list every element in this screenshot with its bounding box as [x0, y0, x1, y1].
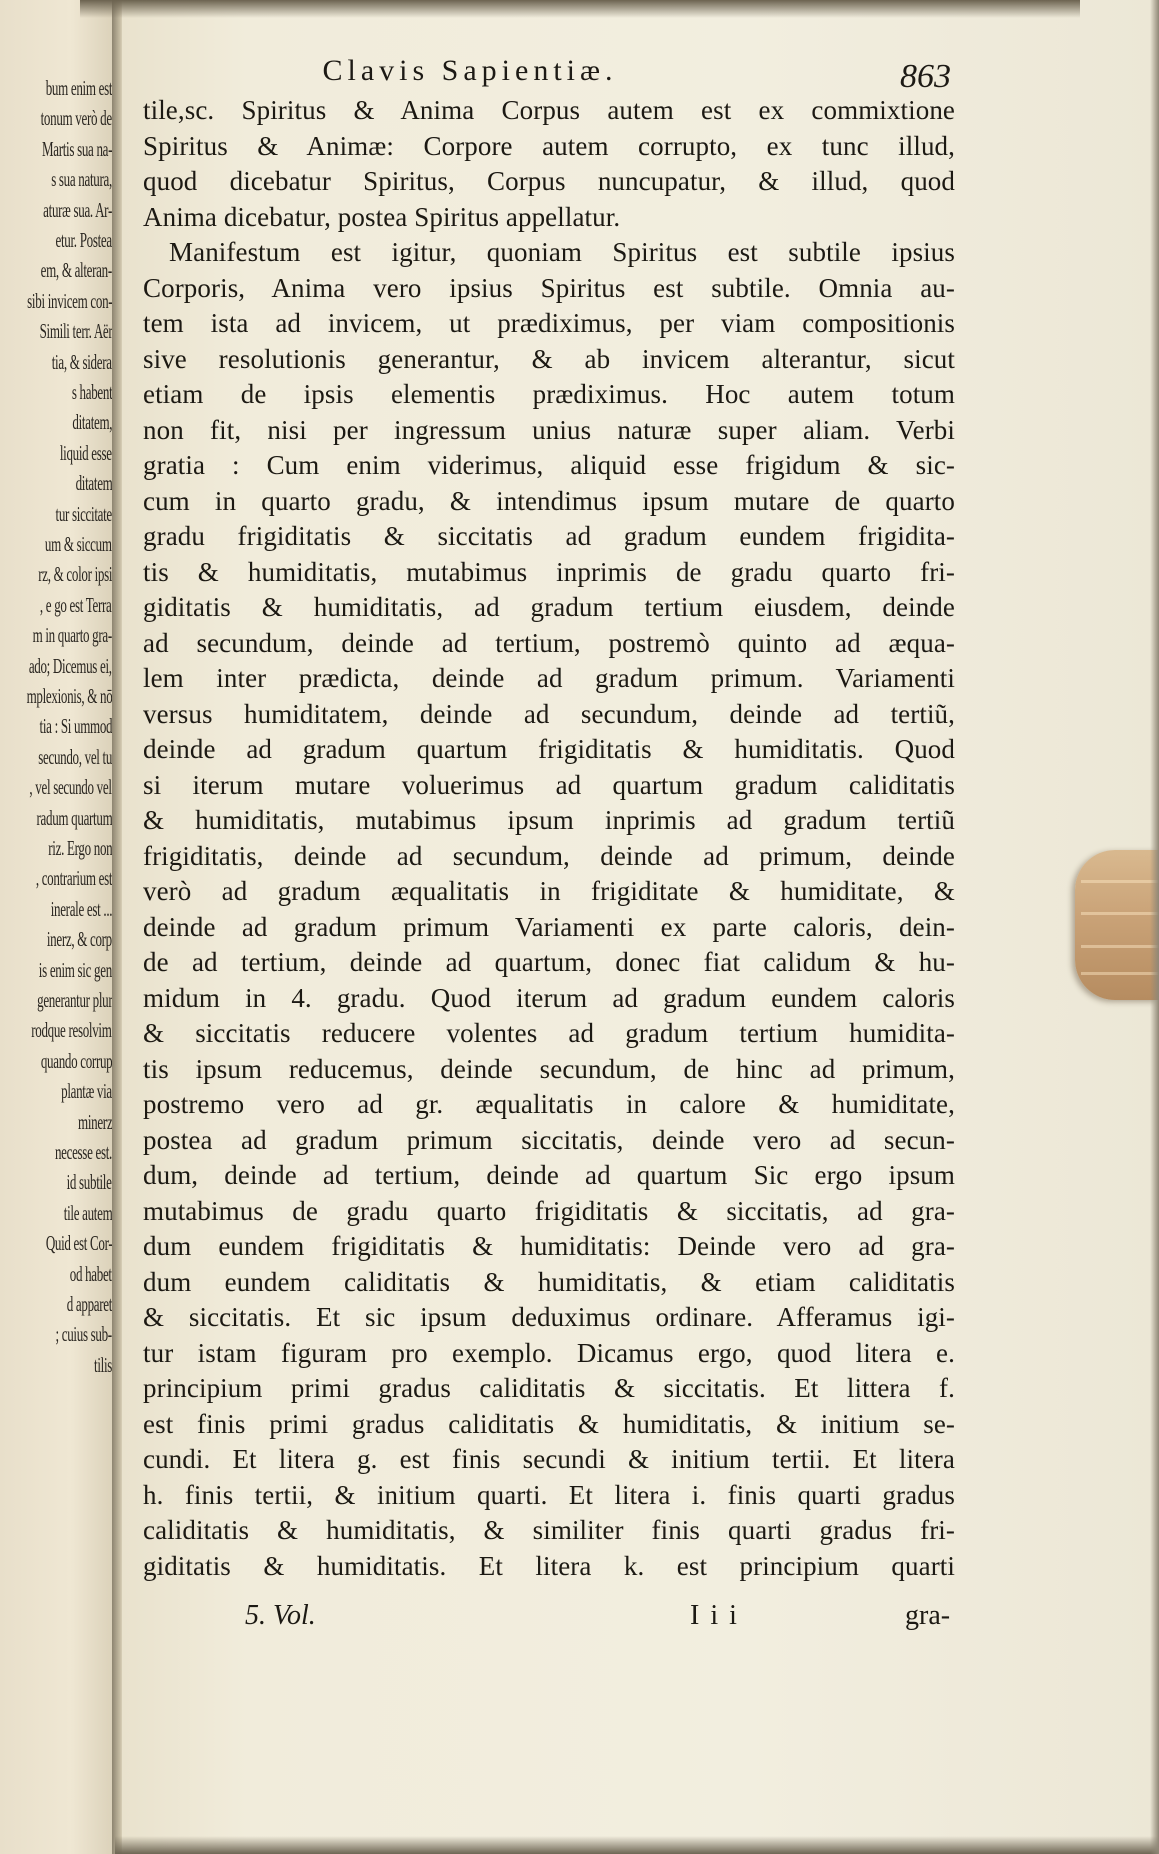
page-number: 863	[900, 58, 951, 95]
catchword: gra-	[905, 1600, 951, 1631]
facing-page-line: secundo, vel tu	[38, 744, 112, 769]
facing-page-line: rz, & color ipsi	[38, 562, 112, 587]
facing-page-line: aturæ sua. Ar-	[43, 197, 112, 222]
text-line: de ad tertium, deinde ad quartum, donec fiat calidum & hu-	[143, 947, 955, 977]
facing-page-line: Quid est Cor-	[45, 1231, 112, 1256]
text-line: Corporis, Anima vero ipsius Spiritus est subtile. Omnia au-	[143, 272, 955, 303]
facing-page-line: liquid esse	[60, 440, 112, 465]
text-line: est finis primi gradus caliditatis & humiditatis, & initium se-	[143, 1408, 955, 1439]
text-line: lem inter prædicta, deinde ad gradum primum. Variamenti	[143, 663, 955, 693]
bookmark-slip	[1075, 850, 1159, 1000]
text-line: si iterum mutare voluerimus ad quartum gradum caliditatis	[143, 769, 955, 800]
facing-page-line: etur. Postea	[55, 228, 112, 252]
text-line: h. finis tertii, & initium quarti. Et litera i. finis quarti gradus	[143, 1479, 955, 1510]
facing-page-line: s sua natura,	[51, 167, 112, 192]
facing-page-line: quando corrup	[40, 1048, 112, 1073]
facing-page-line: inerz, & corp	[46, 927, 112, 952]
text-line: Manifestum est igitur, quoniam Spiritus est subtile ipsius	[169, 237, 955, 267]
text-line: gradu frigiditatis & siccitatis ad gradum eundem frigidita-	[143, 521, 955, 551]
facing-page-line: ditatem	[75, 471, 112, 496]
facing-page-line: tur siccitate	[55, 501, 112, 526]
facing-page-line: is enim sic gen	[38, 957, 112, 982]
text-line: Anima dicebatur, postea Spiritus appellatur.	[143, 201, 621, 232]
text-line: tis & humiditatis, mutabimus inprimis de gradu quarto fri-	[143, 556, 955, 587]
facing-page-line: ; cuius sub-	[55, 1322, 112, 1347]
facing-page-line: riz. Ergo non	[47, 836, 112, 860]
facing-page-line: s habent	[71, 380, 112, 404]
text-line: Spiritus & Animæ: Corpore autem corrupto, ex tunc illud,	[143, 130, 955, 161]
facing-page-line: sibi invicem con-	[26, 288, 112, 313]
text-line: dum eundem caliditatis & humiditatis, & etiam caliditatis	[143, 1266, 955, 1297]
text-line: tis ipsum reducemus, deinde secundum, de hinc ad primum,	[143, 1053, 955, 1084]
text-line: dum eundem frigiditatis & humiditatis: Deinde vero ad gra-	[143, 1231, 955, 1261]
body-text	[143, 93, 955, 1584]
text-line: giditatis & humiditatis, ad gradum tertium eiusdem, deinde	[143, 592, 955, 622]
text-line: non fit, nisi per ingressum unius naturæ super aliam. Verbi	[143, 414, 955, 445]
facing-page-line: tia : Si ummod	[39, 714, 112, 739]
facing-page-line: mplexionis, & nō	[26, 684, 112, 708]
facing-page-line: , e go est Terra	[40, 592, 112, 617]
text-line: etiam de ipsis elementis prædiximus. Hoc autem totum	[143, 379, 955, 409]
facing-page-line: Martis sua na-	[41, 136, 112, 161]
top-edge-shadow	[80, 0, 1080, 18]
text-line: tile,sc. Spiritus & Anima Corpus autem est ex commixtione	[143, 95, 955, 125]
running-head: Clavis Sapientiæ.	[322, 54, 618, 87]
text-line: versus humiditatem, deinde ad secundum, deinde ad tertiũ,	[143, 698, 955, 729]
text-line: quod dicebatur Spiritus, Corpus nuncupatur, & illud, quod	[143, 166, 955, 196]
facing-page-line: um & siccum	[45, 532, 112, 556]
text-line: cum in quarto gradu, & intendimus ipsum mutare de quarto	[143, 485, 955, 516]
facing-page-line: d apparet	[66, 1292, 112, 1316]
facing-page-fragment	[0, 0, 118, 1854]
facing-page-line: id subtile	[66, 1170, 112, 1195]
bottom-edge-shadow	[115, 1836, 1159, 1854]
text-line: & siccitatis reducere volentes ad gradum tertium humidita-	[143, 1018, 955, 1048]
text-line: giditatis & humiditatis. Et litera k. est principium quarti	[143, 1550, 955, 1581]
facing-page-line: radum quartum	[36, 805, 112, 830]
facing-page-line: em, & alteran-	[40, 258, 112, 283]
facing-page-line: m in quarto gra-	[32, 623, 112, 648]
facing-page-line: minerz	[77, 1109, 112, 1134]
text-line: & siccitatis. Et sic ipsum deduximus ordinare. Afferamus igi-	[143, 1302, 955, 1332]
text-line: frigiditatis, deinde ad secundum, deinde ad primum, deinde	[143, 840, 955, 871]
facing-page-line: od habet	[70, 1261, 112, 1286]
text-line: & humiditatis, mutabimus ipsum inprimis ad gradum tertiũ	[143, 805, 955, 835]
facing-page-line: plantæ via	[61, 1079, 112, 1104]
text-line: mutabimus de gradu quarto frigiditatis & siccitatis, ad gra-	[143, 1195, 955, 1226]
facing-page-line: bum enim est	[45, 76, 112, 100]
facing-page-line: necesse est.	[54, 1140, 112, 1164]
text-line: midum in 4. gradu. Quod iterum ad gradum eundem caloris	[143, 982, 955, 1013]
facing-page-line: , contrarium est	[35, 866, 112, 891]
facing-page-line: tile autem	[63, 1200, 112, 1225]
text-line: deinde ad gradum primum Variamenti ex parte caloris, dein-	[143, 911, 955, 942]
volume-signature: 5. Vol.	[245, 1600, 316, 1631]
facing-page-line: rodque resolvim	[31, 1018, 112, 1043]
text-line: caliditatis & humiditatis, & similiter finis quarti gradus fri-	[143, 1515, 955, 1545]
text-line: dum, deinde ad tertium, deinde ad quartum Sic ergo ipsum	[143, 1160, 955, 1190]
facing-page-line: tilis	[94, 1352, 112, 1377]
text-line: gratia : Cum enim viderimus, aliquid esse frigidum & sic-	[143, 450, 955, 480]
text-line: sive resolutionis generantur, & ab invicem alterantur, sicut	[143, 343, 955, 374]
text-line: deinde ad gradum quartum frigiditatis & humiditatis. Quod	[143, 734, 955, 764]
text-line: postea ad gradum primum siccitatis, deinde vero ad secun-	[143, 1124, 955, 1155]
gathering-signature: I i i	[690, 1600, 739, 1631]
text-line: tem ista ad invicem, ut prædiximus, per viam compositionis	[143, 308, 955, 338]
facing-page-line: generantur plur	[36, 988, 112, 1012]
right-edge-shadow	[1150, 0, 1159, 1854]
facing-page-line: tia, & sidera	[52, 349, 112, 374]
text-line: postremo vero ad gr. æqualitatis in calore & humiditate,	[143, 1089, 955, 1119]
facing-page-line: ditatem,	[72, 410, 112, 435]
text-line: tur istam figuram pro exemplo. Dicamus ergo, quod litera e.	[143, 1337, 955, 1368]
text-line: cundi. Et litera g. est finis secundi & initium tertii. Et litera	[143, 1444, 955, 1474]
text-line: verò ad gradum æqualitatis in frigiditate & humiditate, &	[143, 876, 955, 906]
facing-page-line: inerale est ...	[50, 896, 112, 921]
facing-page-line: tonum verò de	[40, 106, 112, 131]
text-line: ad secundum, deinde ad tertium, postremò quinto ad æqua-	[143, 627, 955, 658]
text-line: principium primi gradus caliditatis & siccitatis. Et littera f.	[143, 1373, 955, 1403]
facing-page-line: ado; Dicemus ei,	[29, 653, 112, 678]
facing-page-line: , vel secundo vel	[29, 775, 112, 800]
facing-page-line: Simili terr. Aër	[39, 319, 112, 344]
